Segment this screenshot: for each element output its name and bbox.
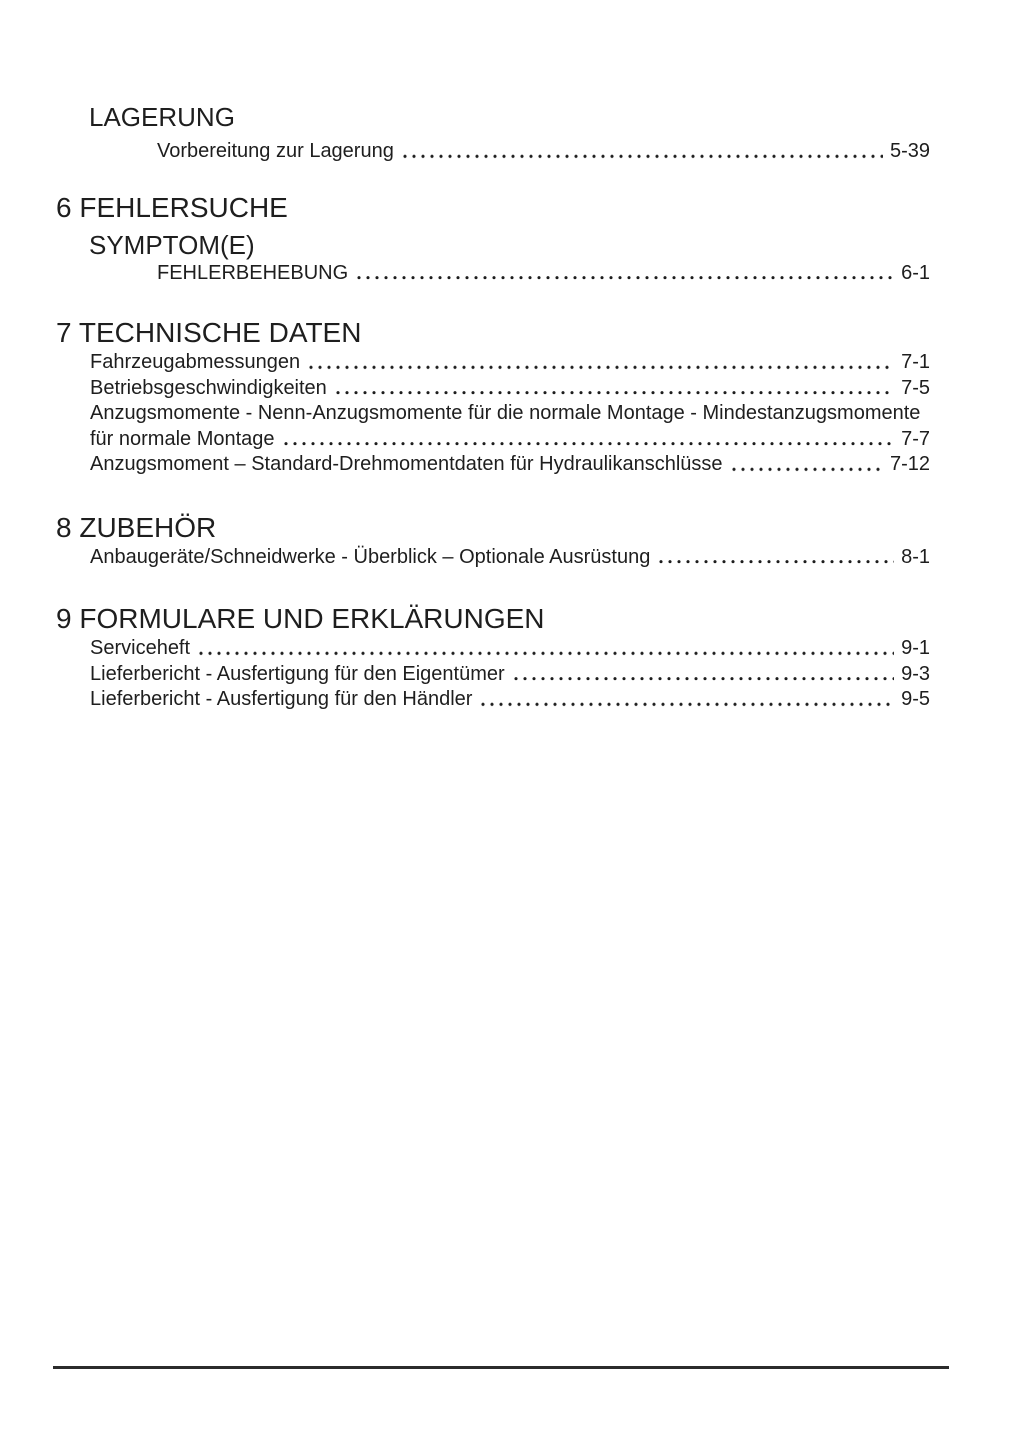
toc-entry-page: 9-5 <box>901 688 930 710</box>
chapter-heading-6: 6 FEHLERSUCHE <box>56 191 288 223</box>
toc-entry <box>90 376 930 402</box>
toc-entry-page: 5-39 <box>889 140 930 162</box>
toc-entry-page: 7-5 <box>901 376 930 399</box>
dot-leader <box>730 452 883 478</box>
dot-leader <box>334 376 894 402</box>
toc-entry <box>157 139 930 165</box>
toc-entry-page: 7-12 <box>889 453 930 475</box>
toc-entry-page: 8-1 <box>901 545 930 568</box>
toc-entry-page: 6-1 <box>901 261 930 284</box>
toc-entry-label: Anzugsmoment – Standard-Drehmomentdaten für Hydraulikanschlüsse <box>90 453 723 475</box>
toc-section-technische-daten <box>56 316 930 478</box>
toc-entry-page: 9-3 <box>901 662 930 685</box>
toc-section-lagerung <box>56 101 930 165</box>
dot-leader <box>512 662 894 688</box>
dot-leader <box>355 261 894 287</box>
dot-leader <box>479 687 894 713</box>
toc-section-fehlersuche <box>56 191 930 287</box>
dot-leader <box>657 545 894 571</box>
chapter-heading-8: 8 ZUBEHÖR <box>56 511 217 543</box>
toc-entry-label: Lieferbericht - Ausfertigung für den Händler <box>90 688 473 710</box>
toc-entry-label: Anzugsmomente - Nenn-Anzugsmomente für die normale Montage - Mindestanzugsmomente <box>90 402 921 424</box>
toc-entry <box>90 636 930 662</box>
dot-leader <box>307 350 894 376</box>
toc-entry-label: Lieferbericht - Ausfertigung für den Eigentümer <box>90 662 505 685</box>
footer-rule <box>53 1366 949 1369</box>
toc-entry <box>90 452 930 478</box>
toc-section-formulare <box>56 602 930 713</box>
table-of-contents <box>56 101 930 713</box>
toc-entry-page: 7-1 <box>901 351 930 373</box>
toc-entry-page: 7-7 <box>901 427 930 450</box>
toc-entry-label: Anbaugeräte/Schneidwerke - Überblick – Optionale Ausrüstung <box>90 545 651 568</box>
toc-entry-label: Serviceheft <box>90 637 191 659</box>
section-heading-lagerung: LAGERUNG <box>89 102 235 132</box>
toc-entry <box>90 662 930 688</box>
toc-entry <box>90 350 930 376</box>
toc-entry-label: FEHLERBEHEBUNG <box>157 261 349 284</box>
toc-entry-wrapped-line2 <box>90 427 930 453</box>
section-heading-symptome: SYMPTOM(E) <box>89 229 255 260</box>
dot-leader <box>401 139 883 165</box>
toc-entry <box>90 545 930 571</box>
toc-entry <box>157 261 930 287</box>
toc-entry-label: Betriebsgeschwindigkeiten <box>90 376 327 399</box>
toc-entry-page: 9-1 <box>901 637 930 659</box>
toc-entry <box>90 687 930 713</box>
chapter-heading-9: 9 FORMULARE UND ERKLÄRUNGEN <box>56 603 545 634</box>
toc-entry-label: Vorbereitung zur Lagerung <box>157 140 394 162</box>
chapter-heading-7: 7 TECHNISCHE DATEN <box>56 317 362 348</box>
toc-entry-label: Fahrzeugabmessungen <box>90 351 301 373</box>
dot-leader <box>282 427 895 453</box>
dot-leader <box>197 636 894 662</box>
toc-section-zubehoer <box>56 511 930 571</box>
toc-entry-wrapped-line1 <box>90 401 930 427</box>
toc-entry-label: für normale Montage <box>90 427 275 450</box>
